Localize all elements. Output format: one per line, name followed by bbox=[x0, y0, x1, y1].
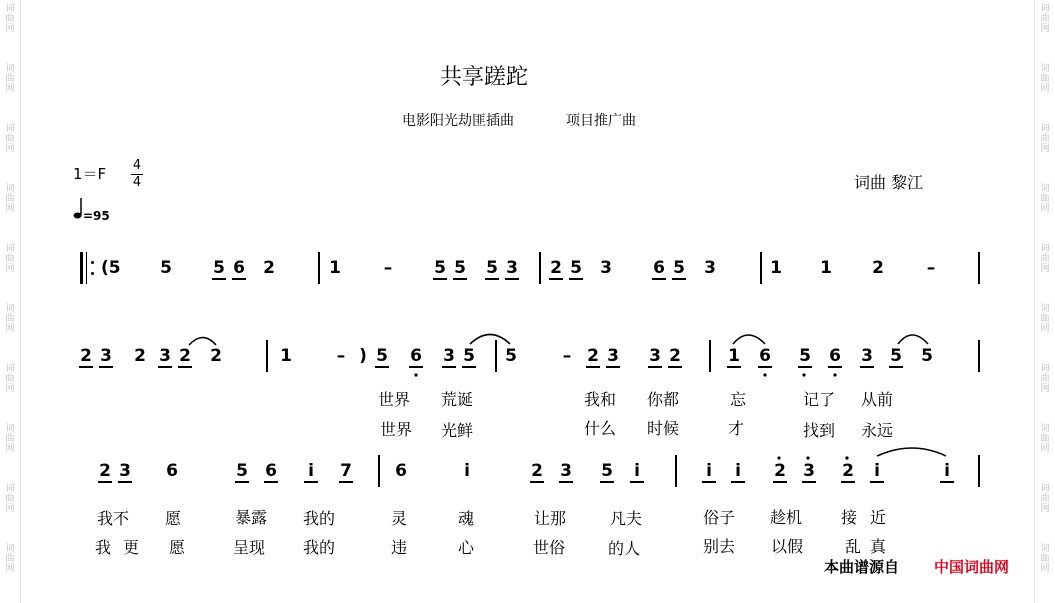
tie-arc bbox=[877, 448, 946, 456]
note: 5 bbox=[505, 346, 517, 366]
watermark-text: 词 曲 网 bbox=[5, 484, 15, 514]
note: – bbox=[336, 346, 346, 366]
note: 2 bbox=[531, 461, 543, 481]
source-label: 本曲谱源自 bbox=[824, 558, 900, 576]
note: 1 bbox=[728, 346, 740, 366]
lyric: 以假 bbox=[771, 537, 804, 556]
note: 5 bbox=[799, 346, 811, 366]
lyric: 暴露 bbox=[235, 508, 268, 527]
lyric: 永远 bbox=[861, 421, 894, 440]
lyric: 记了 bbox=[803, 390, 836, 409]
high-octave-dot bbox=[806, 456, 809, 459]
low-octave-dot bbox=[763, 373, 766, 376]
note: 5 bbox=[486, 258, 498, 278]
subtitle-film: 电影阳光劫匪插曲 bbox=[402, 113, 514, 129]
note: 6 bbox=[653, 258, 665, 278]
note: 5 bbox=[213, 258, 225, 278]
time-sig-top: 4 bbox=[132, 158, 142, 173]
lyric: 世界 bbox=[380, 420, 413, 439]
lyric: 时候 bbox=[647, 419, 680, 438]
note: 3 bbox=[100, 346, 112, 366]
note: 6 bbox=[233, 258, 245, 278]
lyric: 魂 bbox=[458, 509, 475, 528]
note: i bbox=[870, 461, 884, 483]
watermark-text: 词 曲 网 bbox=[5, 64, 15, 94]
lyric: 荒诞 bbox=[441, 390, 474, 409]
lyric: 呈现 bbox=[233, 538, 266, 557]
note: 6 bbox=[166, 461, 178, 481]
note: 1 bbox=[770, 258, 782, 278]
watermark-text: 词 曲 网 bbox=[1040, 184, 1050, 214]
note: i bbox=[304, 461, 318, 483]
watermark-text: 词 曲 网 bbox=[5, 184, 15, 214]
note: – bbox=[926, 258, 936, 278]
note: – bbox=[383, 258, 393, 278]
slur-arc bbox=[733, 335, 765, 344]
lyric: 从前 bbox=[861, 390, 894, 409]
high-octave-dot bbox=[777, 456, 780, 459]
lyric: 忘 bbox=[730, 390, 747, 409]
note: 2 bbox=[550, 258, 562, 278]
note: 1 bbox=[329, 258, 341, 278]
note: 3 bbox=[649, 346, 661, 366]
note: 6 bbox=[395, 461, 407, 481]
lyric: 接 bbox=[841, 508, 858, 527]
note: 2 bbox=[669, 346, 681, 366]
lyric: 什么 bbox=[584, 419, 617, 438]
lyric: 别去 bbox=[703, 537, 736, 556]
note: 3 bbox=[600, 258, 612, 278]
watermark-text: 词 曲 网 bbox=[5, 364, 15, 394]
note: 5 bbox=[570, 258, 582, 278]
note: 6 bbox=[759, 346, 771, 366]
watermark-text: 词 曲 网 bbox=[1040, 244, 1050, 274]
note: i bbox=[464, 461, 470, 481]
note: 3 bbox=[803, 461, 815, 481]
watermark-text: 词 曲 网 bbox=[5, 4, 15, 34]
note: (5 bbox=[101, 258, 121, 278]
watermark-text: 词 曲 网 bbox=[1040, 424, 1050, 454]
lyric: 世俗 bbox=[533, 538, 566, 557]
note: 6 bbox=[265, 461, 277, 481]
lyric: 乱 bbox=[845, 537, 862, 556]
note: 2 bbox=[263, 258, 275, 278]
subtitle-promo: 项目推广曲 bbox=[566, 113, 636, 129]
watermark-text: 词 曲 网 bbox=[1040, 124, 1050, 154]
watermark-text: 词 曲 网 bbox=[5, 124, 15, 154]
slur-arc bbox=[470, 335, 510, 345]
note: – bbox=[562, 346, 572, 366]
lyric: 我的 bbox=[303, 538, 336, 557]
watermark-text: 词 曲 网 bbox=[1040, 544, 1050, 574]
note: 1 bbox=[280, 346, 292, 366]
slur-arc bbox=[898, 335, 928, 344]
note: 3 bbox=[704, 258, 716, 278]
watermark-text: 词 曲 网 bbox=[1040, 364, 1050, 394]
note: 6 bbox=[829, 346, 841, 366]
note: 7 bbox=[340, 461, 352, 481]
note: 5 bbox=[454, 258, 466, 278]
note: 2 bbox=[872, 258, 884, 278]
note: i bbox=[702, 461, 716, 483]
note: 5 bbox=[890, 346, 902, 366]
note: 2 bbox=[134, 346, 146, 366]
note: 2 bbox=[587, 346, 599, 366]
credits: 词曲 黎江 bbox=[854, 173, 924, 192]
watermark-text: 词 曲 网 bbox=[5, 304, 15, 334]
note: 3 bbox=[506, 258, 518, 278]
lyric: 光鲜 bbox=[441, 421, 474, 440]
lyric: 违 bbox=[391, 538, 408, 557]
lyric: 找到 bbox=[803, 421, 836, 440]
lyric: 愿 bbox=[165, 509, 182, 528]
note: 6 bbox=[410, 346, 422, 366]
lyric: 俗子 bbox=[703, 508, 736, 527]
tie-arc bbox=[189, 338, 216, 346]
note: 3 bbox=[560, 461, 572, 481]
lyric: 我 bbox=[95, 538, 112, 557]
watermark-text: 词 曲 网 bbox=[5, 244, 15, 274]
note: 5 bbox=[434, 258, 446, 278]
note: 2 bbox=[80, 346, 92, 366]
note: 2 bbox=[99, 461, 111, 481]
note: ) bbox=[359, 346, 367, 366]
low-octave-dot bbox=[414, 373, 417, 376]
note: 5 bbox=[601, 461, 613, 481]
time-sig-bottom: 4 bbox=[132, 175, 142, 190]
note: 5 bbox=[463, 346, 475, 366]
watermark-text: 词 曲 网 bbox=[5, 544, 15, 574]
note: 3 bbox=[159, 346, 171, 366]
note: 5 bbox=[160, 258, 172, 278]
note: 2 bbox=[179, 346, 191, 366]
high-octave-dot bbox=[845, 456, 848, 459]
lyric: 我的 bbox=[303, 509, 336, 528]
lyric: 才 bbox=[728, 419, 745, 438]
watermark-text: 词 曲 网 bbox=[5, 424, 15, 454]
watermark-text: 词 曲 网 bbox=[1040, 64, 1050, 94]
lyric: 世界 bbox=[378, 390, 411, 409]
note: 2 bbox=[842, 461, 854, 481]
lyric: 心 bbox=[458, 538, 475, 557]
note: 5 bbox=[376, 346, 388, 366]
watermark-text: 词 曲 网 bbox=[1040, 4, 1050, 34]
source-site-link[interactable]: 中国词曲网 bbox=[934, 558, 1010, 576]
lyric: 真 bbox=[870, 537, 887, 556]
low-octave-dot bbox=[802, 373, 805, 376]
note: 1 bbox=[820, 258, 832, 278]
note: i bbox=[731, 461, 745, 483]
low-octave-dot bbox=[833, 373, 836, 376]
watermark-text: 词 曲 网 bbox=[1040, 484, 1050, 514]
lyric: 愿 bbox=[169, 538, 186, 557]
lyric: 让那 bbox=[534, 509, 567, 528]
note: 5 bbox=[236, 461, 248, 481]
lyric: 我不 bbox=[97, 509, 130, 528]
lyric: 灵 bbox=[391, 509, 408, 528]
note: 3 bbox=[607, 346, 619, 366]
note: i bbox=[940, 461, 954, 483]
lyric: 你都 bbox=[647, 390, 680, 409]
tempo-value: =95 bbox=[83, 209, 110, 223]
song-title: 共享蹉跎 bbox=[440, 65, 529, 90]
note: 3 bbox=[443, 346, 455, 366]
note: 5 bbox=[673, 258, 685, 278]
note: 2 bbox=[210, 346, 222, 366]
note: 3 bbox=[861, 346, 873, 366]
lyric: 的人 bbox=[608, 539, 641, 558]
key-signature: 1＝F bbox=[73, 165, 107, 183]
note: i bbox=[630, 461, 644, 483]
note: 2 bbox=[774, 461, 786, 481]
lyric: 更 bbox=[123, 538, 140, 557]
lyric: 趁机 bbox=[770, 508, 803, 527]
note: 3 bbox=[119, 461, 131, 481]
lyric: 近 bbox=[870, 508, 887, 527]
lyric: 凡夫 bbox=[610, 509, 643, 528]
lyric: 我和 bbox=[584, 390, 617, 409]
watermark-text: 词 曲 网 bbox=[1040, 304, 1050, 334]
note: 5 bbox=[921, 346, 933, 366]
